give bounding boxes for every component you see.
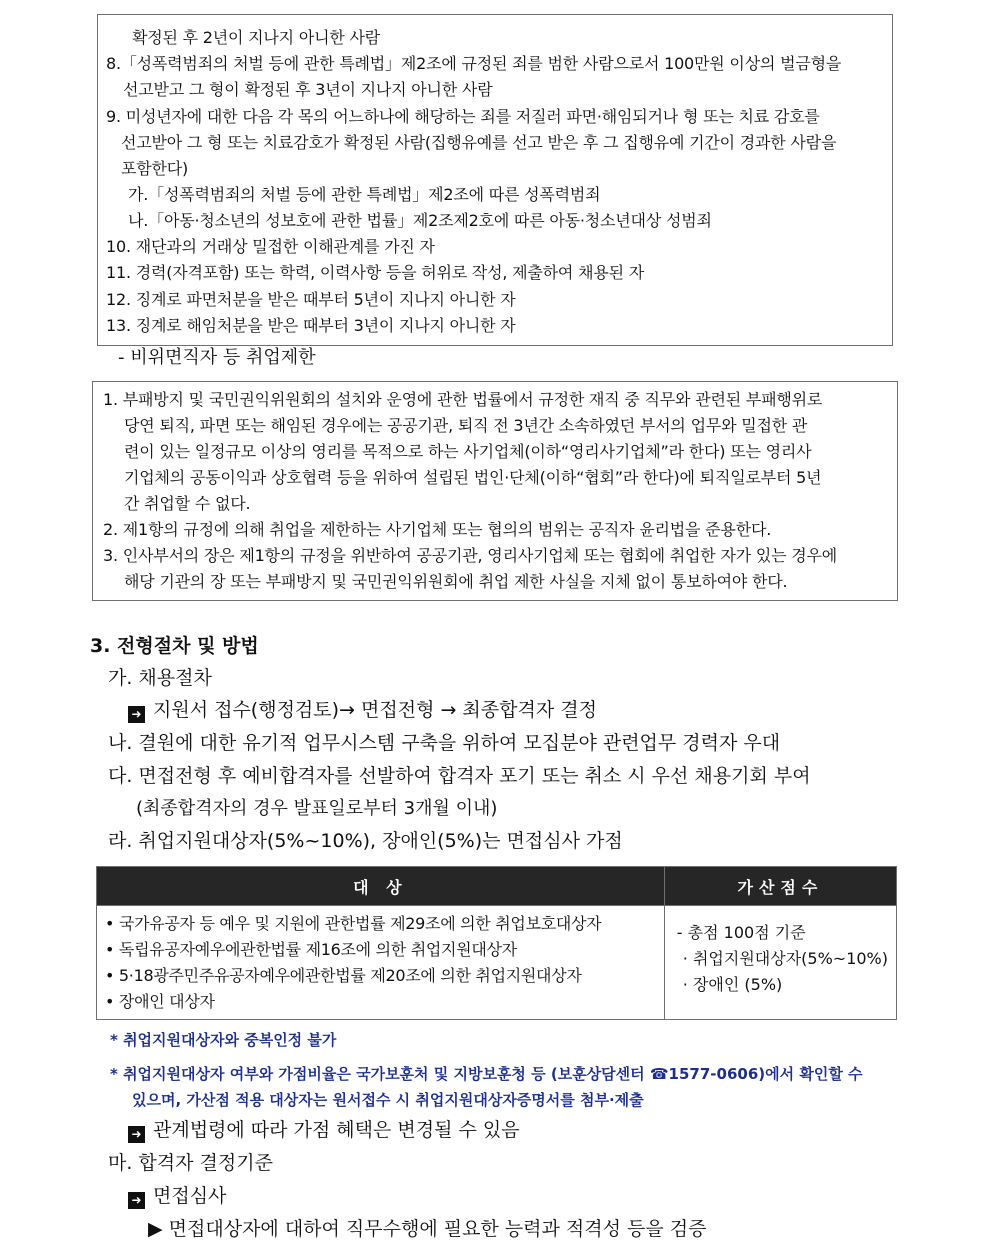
- box1-line: 11. 경력(자격포함) 또는 학력, 이력사항 등을 허위로 작성, 제출하여 채용된 자: [106, 263, 644, 282]
- box1-line: 나.「아동·청소년의 성보호에 관한 법률」제2조제2호에 따른 아동·청소년대상 성범죄: [128, 211, 712, 230]
- box1-line: 선고받고 그 형이 확정된 후 3년이 지나지 아니한 사람: [123, 80, 493, 99]
- score-line: · 취업지원대상자(5%~10%): [682, 949, 888, 968]
- note-line: * 취업지원대상자와 중복인정 불가: [110, 1031, 337, 1049]
- process-flow: [128, 698, 597, 723]
- section-title: 3. 전형절차 및 방법: [90, 635, 259, 657]
- box2-line: 1. 부패방지 및 국민권익위원회의 설치와 운영에 관한 법률에서 규정한 재직 중 직무와 관련된 부패행위로: [103, 390, 823, 409]
- employment-restriction-box: [92, 381, 898, 601]
- box2-line: 련이 있는 일정규모 이상의 영리를 목적으로 하는 사기업체(이하“영리사기업체”라 한다) 또는 영리사: [124, 442, 812, 461]
- target-item: • 독립유공자예우에관한법률 제16조에 의한 취업지원대상자: [105, 940, 517, 959]
- target-item: • 5·18광주민주유공자예우에관한법률 제20조에 의한 취업지원대상자: [105, 966, 582, 985]
- section-item-na: 나. 결원에 대한 유기적 업무시스템 구축을 위하여 모집분야 관련업무 경력자 우대: [108, 732, 781, 754]
- boxed-right-arrow-icon: ➜: [128, 1126, 145, 1143]
- section-item-ra: 라. 취업지원대상자(5%~10%), 장애인(5%)는 면접심사 가점: [108, 830, 623, 852]
- box1-line: 선고받아 그 형 또는 치료감호가 확정된 사람(집행유예를 선고 받은 후 그 집행유예 기간이 경과한 사람을: [121, 133, 837, 152]
- law-note: [128, 1118, 520, 1143]
- boxed-right-arrow-icon: ➜: [128, 706, 145, 723]
- box1-line: 포함한다): [121, 159, 189, 178]
- box1-line: 9. 미성년자에 대한 다음 각 목의 어느하나에 해당하는 죄를 저질러 파면·해임되거나 형 또는 치료 감호를: [106, 107, 820, 126]
- box2-line: 간 취업할 수 없다.: [124, 494, 251, 513]
- box1-line: 10. 재단과의 거래상 밀접한 이해관계를 가진 자: [106, 237, 435, 256]
- box2-line: 해당 기관의 장 또는 부패방지 및 국민권익위원회에 취업 제한 사실을 지체 없이 통보하여야 한다.: [124, 572, 788, 591]
- box2-line: 기업체의 공동이익과 상호협력 등을 위하여 설립된 법인·단체(이하“협회”라 한다)에 퇴직일로부터 5년: [124, 468, 822, 487]
- target-item: • 국가유공자 등 예우 및 지원에 관한법률 제29조에 의한 취업보호대상자: [105, 914, 602, 933]
- target-list-cell: [97, 906, 665, 1020]
- section-item-da-sub: (최종합격자의 경우 발표일로부터 3개월 이내): [136, 798, 498, 819]
- interview-item: [128, 1184, 226, 1209]
- box1-line: 12. 징계로 파면처분을 받은 때부터 5년이 지나지 아니한 자: [106, 290, 516, 309]
- section-item-ma: 마. 합격자 결정기준: [108, 1152, 273, 1174]
- bonus-points-table: [96, 866, 897, 1020]
- note-line: 있으며, 가산점 적용 대상자는 원서접수 시 취업지원대상자증명서를 첨부·제출: [132, 1091, 644, 1109]
- box1-line: 확정된 후 2년이 지나지 아니한 사람: [132, 28, 380, 47]
- box1-line: 8.「성폭력범죄의 처벌 등에 관한 특례법」제2조에 규정된 죄를 범한 사람으로서 100만원 이상의 벌금형을: [106, 54, 842, 73]
- boxed-right-arrow-icon: ➜: [128, 1192, 145, 1209]
- box2-line: 당연 퇴직, 파면 또는 해임된 경우에는 공공기관, 퇴직 전 3년간 소속하였던 부서의 업무와 밀접한 관: [124, 416, 808, 435]
- target-item: • 장애인 대상자: [105, 992, 215, 1011]
- table-header-target: 대 상: [97, 867, 665, 906]
- score-line: - 총점 100점 기준: [676, 923, 806, 942]
- section-item-da: 다. 면접전형 후 예비합격자를 선발하여 합격자 포기 또는 취소 시 우선 채용기회 부여: [108, 765, 811, 787]
- law-note-text: 관계법령에 따라 가점 혜택은 변경될 수 있음: [153, 1119, 520, 1141]
- table-header-score: 가산점수: [664, 867, 896, 906]
- box2-line: 3. 인사부서의 장은 제1항의 규정을 위반하여 공공기관, 영리사기업체 또는 협회에 취업한 자가 있는 경우에: [103, 546, 838, 565]
- score-line: · 장애인 (5%): [682, 975, 783, 994]
- employment-restriction-subheading: - 비위면직자 등 취업제한: [118, 347, 316, 368]
- score-cell: [664, 906, 896, 1020]
- interview-detail: ▶ 면접대상자에 대하여 직무수행에 필요한 능력과 적격성 등을 검증: [148, 1218, 707, 1240]
- box1-line: 가.「성폭력범죄의 처벌 등에 관한 특례법」제2조에 따른 성폭력범죄: [128, 185, 601, 204]
- note-line: * 취업지원대상자 여부와 가점비율은 국가보훈처 및 지방보훈청 등 (보훈상담센터 ☎1577-0606)에서 확인할 수: [110, 1065, 863, 1083]
- interview-item-text: 면접심사: [153, 1185, 227, 1207]
- section-item-ga: 가. 채용절차: [108, 667, 212, 689]
- box1-line: 13. 징계로 해임처분을 받은 때부터 3년이 지나지 아니한 자: [106, 316, 516, 335]
- process-flow-text: 지원서 접수(행정검토)→ 면접전형 → 최종합격자 결정: [153, 699, 597, 721]
- box2-line: 2. 제1항의 규정에 의해 취업을 제한하는 사기업체 또는 협의의 범위는 공직자 윤리법을 준용한다.: [103, 520, 772, 539]
